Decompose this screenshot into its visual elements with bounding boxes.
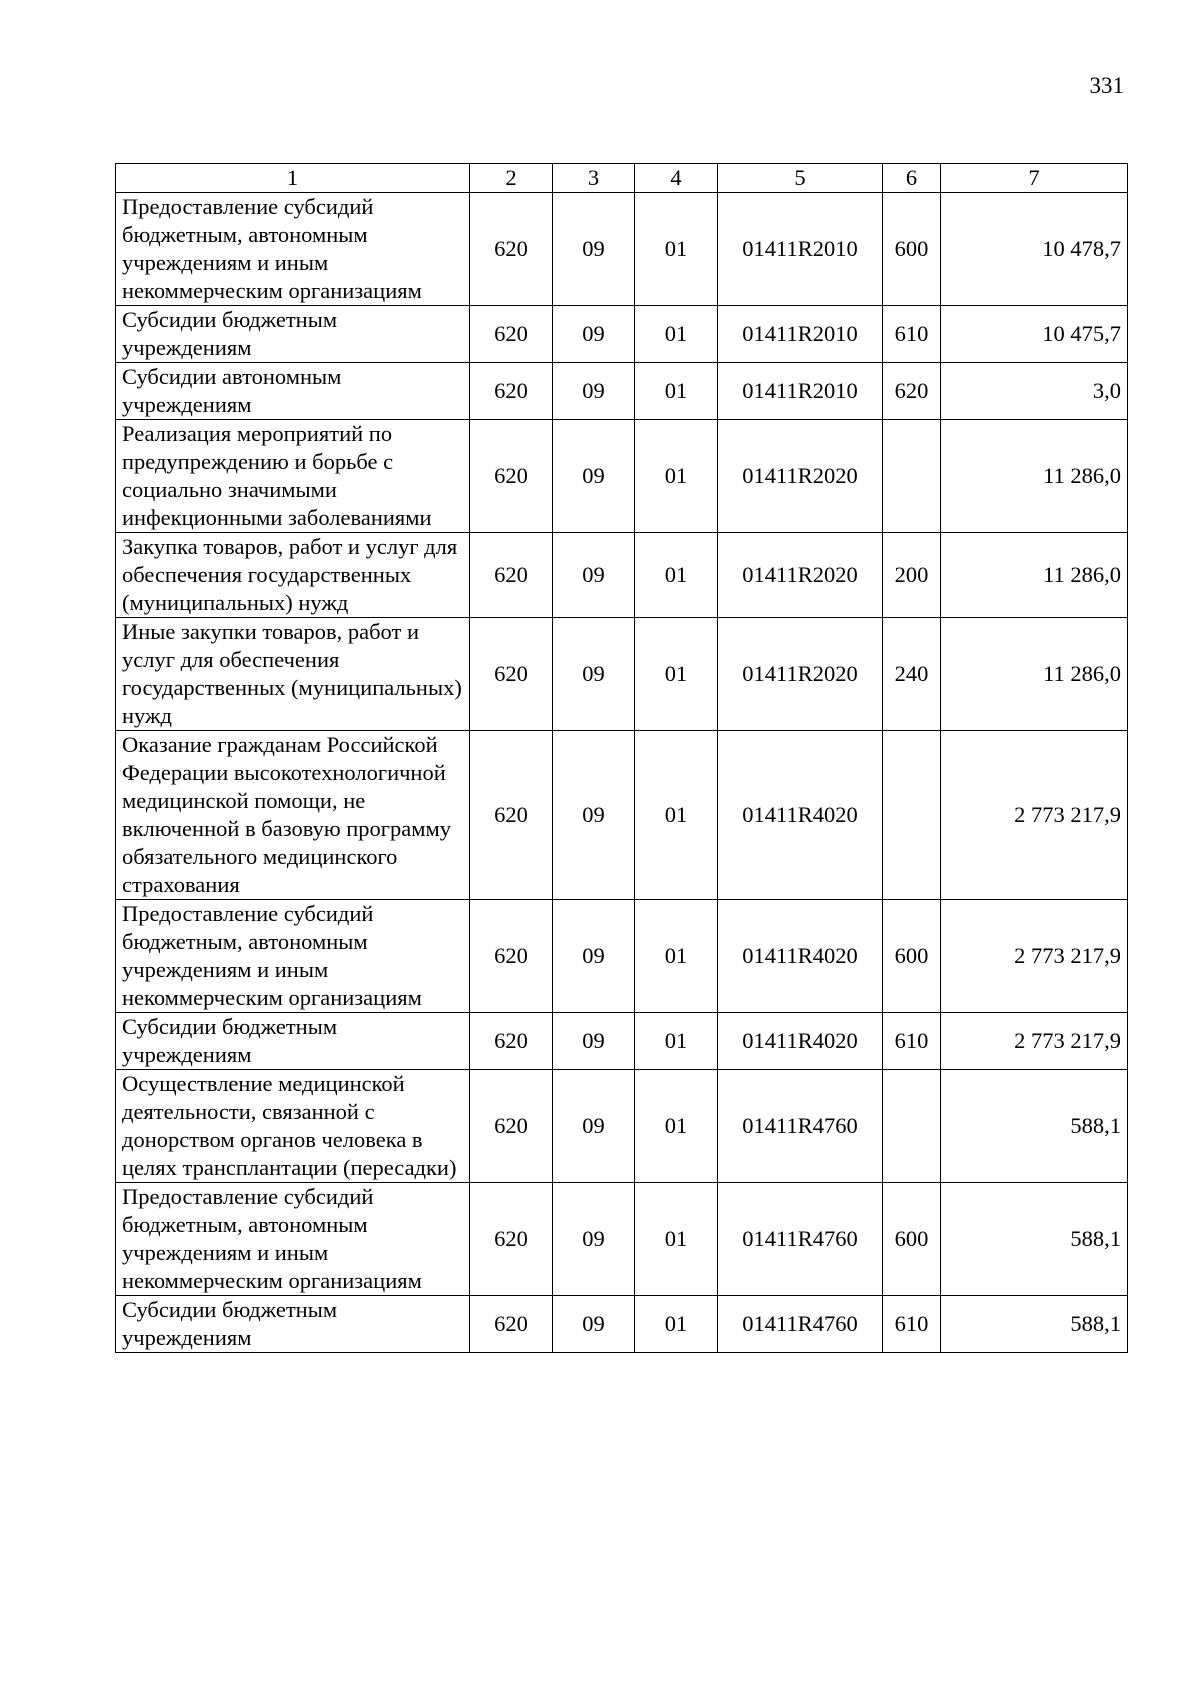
table-body (116, 193, 1128, 1353)
row-subsection-cell: 01 (635, 731, 718, 900)
row-name-cell: Предоставление субсидий бюджетным, автономным учреждениям и иным некоммерческим организациям (116, 900, 470, 1013)
table-row (116, 363, 1128, 420)
row-amount-cell: 10 478,7 (941, 193, 1128, 306)
row-section-cell: 09 (553, 420, 635, 533)
row-ved-cell: 620 (470, 193, 553, 306)
row-ved-cell: 620 (470, 420, 553, 533)
row-expense-type-cell: 240 (883, 618, 941, 731)
row-section-cell: 09 (553, 306, 635, 363)
header-cell: 4 (635, 164, 718, 193)
row-ved-cell: 620 (470, 533, 553, 618)
row-subsection-cell: 01 (635, 306, 718, 363)
header-cell: 6 (883, 164, 941, 193)
row-name-cell: Иные закупки товаров, работ и услуг для обеспечения государственных (муниципальных) нужд (116, 618, 470, 731)
header-cell: 2 (470, 164, 553, 193)
table-row (116, 420, 1128, 533)
row-subsection-cell: 01 (635, 363, 718, 420)
row-target-code-cell: 01411R4020 (718, 900, 883, 1013)
row-ved-cell: 620 (470, 1070, 553, 1183)
row-section-cell: 09 (553, 731, 635, 900)
row-section-cell: 09 (553, 900, 635, 1013)
row-expense-type-cell: 610 (883, 306, 941, 363)
row-expense-type-cell: 620 (883, 363, 941, 420)
row-name-cell: Осуществление медицинской деятельности, связанной с донорством органов человека в целях трансплантации (пересадки) (116, 1070, 470, 1183)
row-section-cell: 09 (553, 363, 635, 420)
row-ved-cell: 620 (470, 900, 553, 1013)
row-amount-cell: 11 286,0 (941, 618, 1128, 731)
row-section-cell: 09 (553, 618, 635, 731)
row-name-cell: Оказание гражданам Российской Федерации высокотехнологичной медицинской помощи, не включенной в базовую программу обязательного медицинского страхования (116, 731, 470, 900)
row-subsection-cell: 01 (635, 1013, 718, 1070)
table-row (116, 1070, 1128, 1183)
row-target-code-cell: 01411R2020 (718, 533, 883, 618)
row-amount-cell: 2 773 217,9 (941, 731, 1128, 900)
row-amount-cell: 11 286,0 (941, 533, 1128, 618)
table-row (116, 193, 1128, 306)
row-amount-cell: 588,1 (941, 1183, 1128, 1296)
row-subsection-cell: 01 (635, 618, 718, 731)
row-subsection-cell: 01 (635, 193, 718, 306)
row-section-cell: 09 (553, 1183, 635, 1296)
row-ved-cell: 620 (470, 1013, 553, 1070)
table-row (116, 533, 1128, 618)
header-cell: 7 (941, 164, 1128, 193)
row-target-code-cell: 01411R4760 (718, 1183, 883, 1296)
row-amount-cell: 588,1 (941, 1070, 1128, 1183)
row-name-cell: Субсидии бюджетным учреждениям (116, 1013, 470, 1070)
row-name-cell: Предоставление субсидий бюджетным, автономным учреждениям и иным некоммерческим организациям (116, 193, 470, 306)
row-expense-type-cell: 200 (883, 533, 941, 618)
table-header-row (116, 164, 1128, 193)
row-name-cell: Субсидии бюджетным учреждениям (116, 1296, 470, 1353)
row-amount-cell: 10 475,7 (941, 306, 1128, 363)
row-target-code-cell: 01411R2010 (718, 306, 883, 363)
header-cell: 5 (718, 164, 883, 193)
row-expense-type-cell: 600 (883, 1183, 941, 1296)
table-row (116, 306, 1128, 363)
row-amount-cell: 2 773 217,9 (941, 1013, 1128, 1070)
table-row (116, 731, 1128, 900)
table-row (116, 1296, 1128, 1353)
row-expense-type-cell: 610 (883, 1296, 941, 1353)
row-expense-type-cell (883, 420, 941, 533)
row-expense-type-cell: 600 (883, 900, 941, 1013)
row-section-cell: 09 (553, 1070, 635, 1183)
row-subsection-cell: 01 (635, 1070, 718, 1183)
row-target-code-cell: 01411R2010 (718, 363, 883, 420)
row-amount-cell: 2 773 217,9 (941, 900, 1128, 1013)
row-name-cell: Закупка товаров, работ и услуг для обеспечения государственных (муниципальных) нужд (116, 533, 470, 618)
header-cell: 3 (553, 164, 635, 193)
budget-table (115, 163, 1128, 1353)
table-row (116, 900, 1128, 1013)
row-section-cell: 09 (553, 1013, 635, 1070)
row-ved-cell: 620 (470, 1296, 553, 1353)
table-row (116, 1183, 1128, 1296)
row-section-cell: 09 (553, 193, 635, 306)
row-name-cell: Реализация мероприятий по предупреждению и борьбе с социально значимыми инфекционными заболеваниями (116, 420, 470, 533)
row-target-code-cell: 01411R2020 (718, 618, 883, 731)
row-name-cell: Предоставление субсидий бюджетным, автономным учреждениям и иным некоммерческим организациям (116, 1183, 470, 1296)
table-row (116, 618, 1128, 731)
row-target-code-cell: 01411R2010 (718, 193, 883, 306)
row-target-code-cell: 01411R2020 (718, 420, 883, 533)
row-expense-type-cell (883, 1070, 941, 1183)
row-target-code-cell: 01411R4760 (718, 1296, 883, 1353)
row-subsection-cell: 01 (635, 533, 718, 618)
row-subsection-cell: 01 (635, 1183, 718, 1296)
row-subsection-cell: 01 (635, 1296, 718, 1353)
row-target-code-cell: 01411R4760 (718, 1070, 883, 1183)
row-expense-type-cell: 610 (883, 1013, 941, 1070)
row-expense-type-cell (883, 731, 941, 900)
row-ved-cell: 620 (470, 731, 553, 900)
row-subsection-cell: 01 (635, 900, 718, 1013)
row-ved-cell: 620 (470, 618, 553, 731)
row-ved-cell: 620 (470, 1183, 553, 1296)
row-amount-cell: 11 286,0 (941, 420, 1128, 533)
row-name-cell: Субсидии бюджетным учреждениям (116, 306, 470, 363)
row-section-cell: 09 (553, 1296, 635, 1353)
header-cell: 1 (116, 164, 470, 193)
row-ved-cell: 620 (470, 306, 553, 363)
row-ved-cell: 620 (470, 363, 553, 420)
table-row (116, 1013, 1128, 1070)
row-subsection-cell: 01 (635, 420, 718, 533)
row-amount-cell: 3,0 (941, 363, 1128, 420)
row-target-code-cell: 01411R4020 (718, 1013, 883, 1070)
row-expense-type-cell: 600 (883, 193, 941, 306)
row-name-cell: Субсидии автономным учреждениям (116, 363, 470, 420)
row-target-code-cell: 01411R4020 (718, 731, 883, 900)
row-amount-cell: 588,1 (941, 1296, 1128, 1353)
page-number: 331 (1089, 73, 1124, 98)
row-section-cell: 09 (553, 533, 635, 618)
